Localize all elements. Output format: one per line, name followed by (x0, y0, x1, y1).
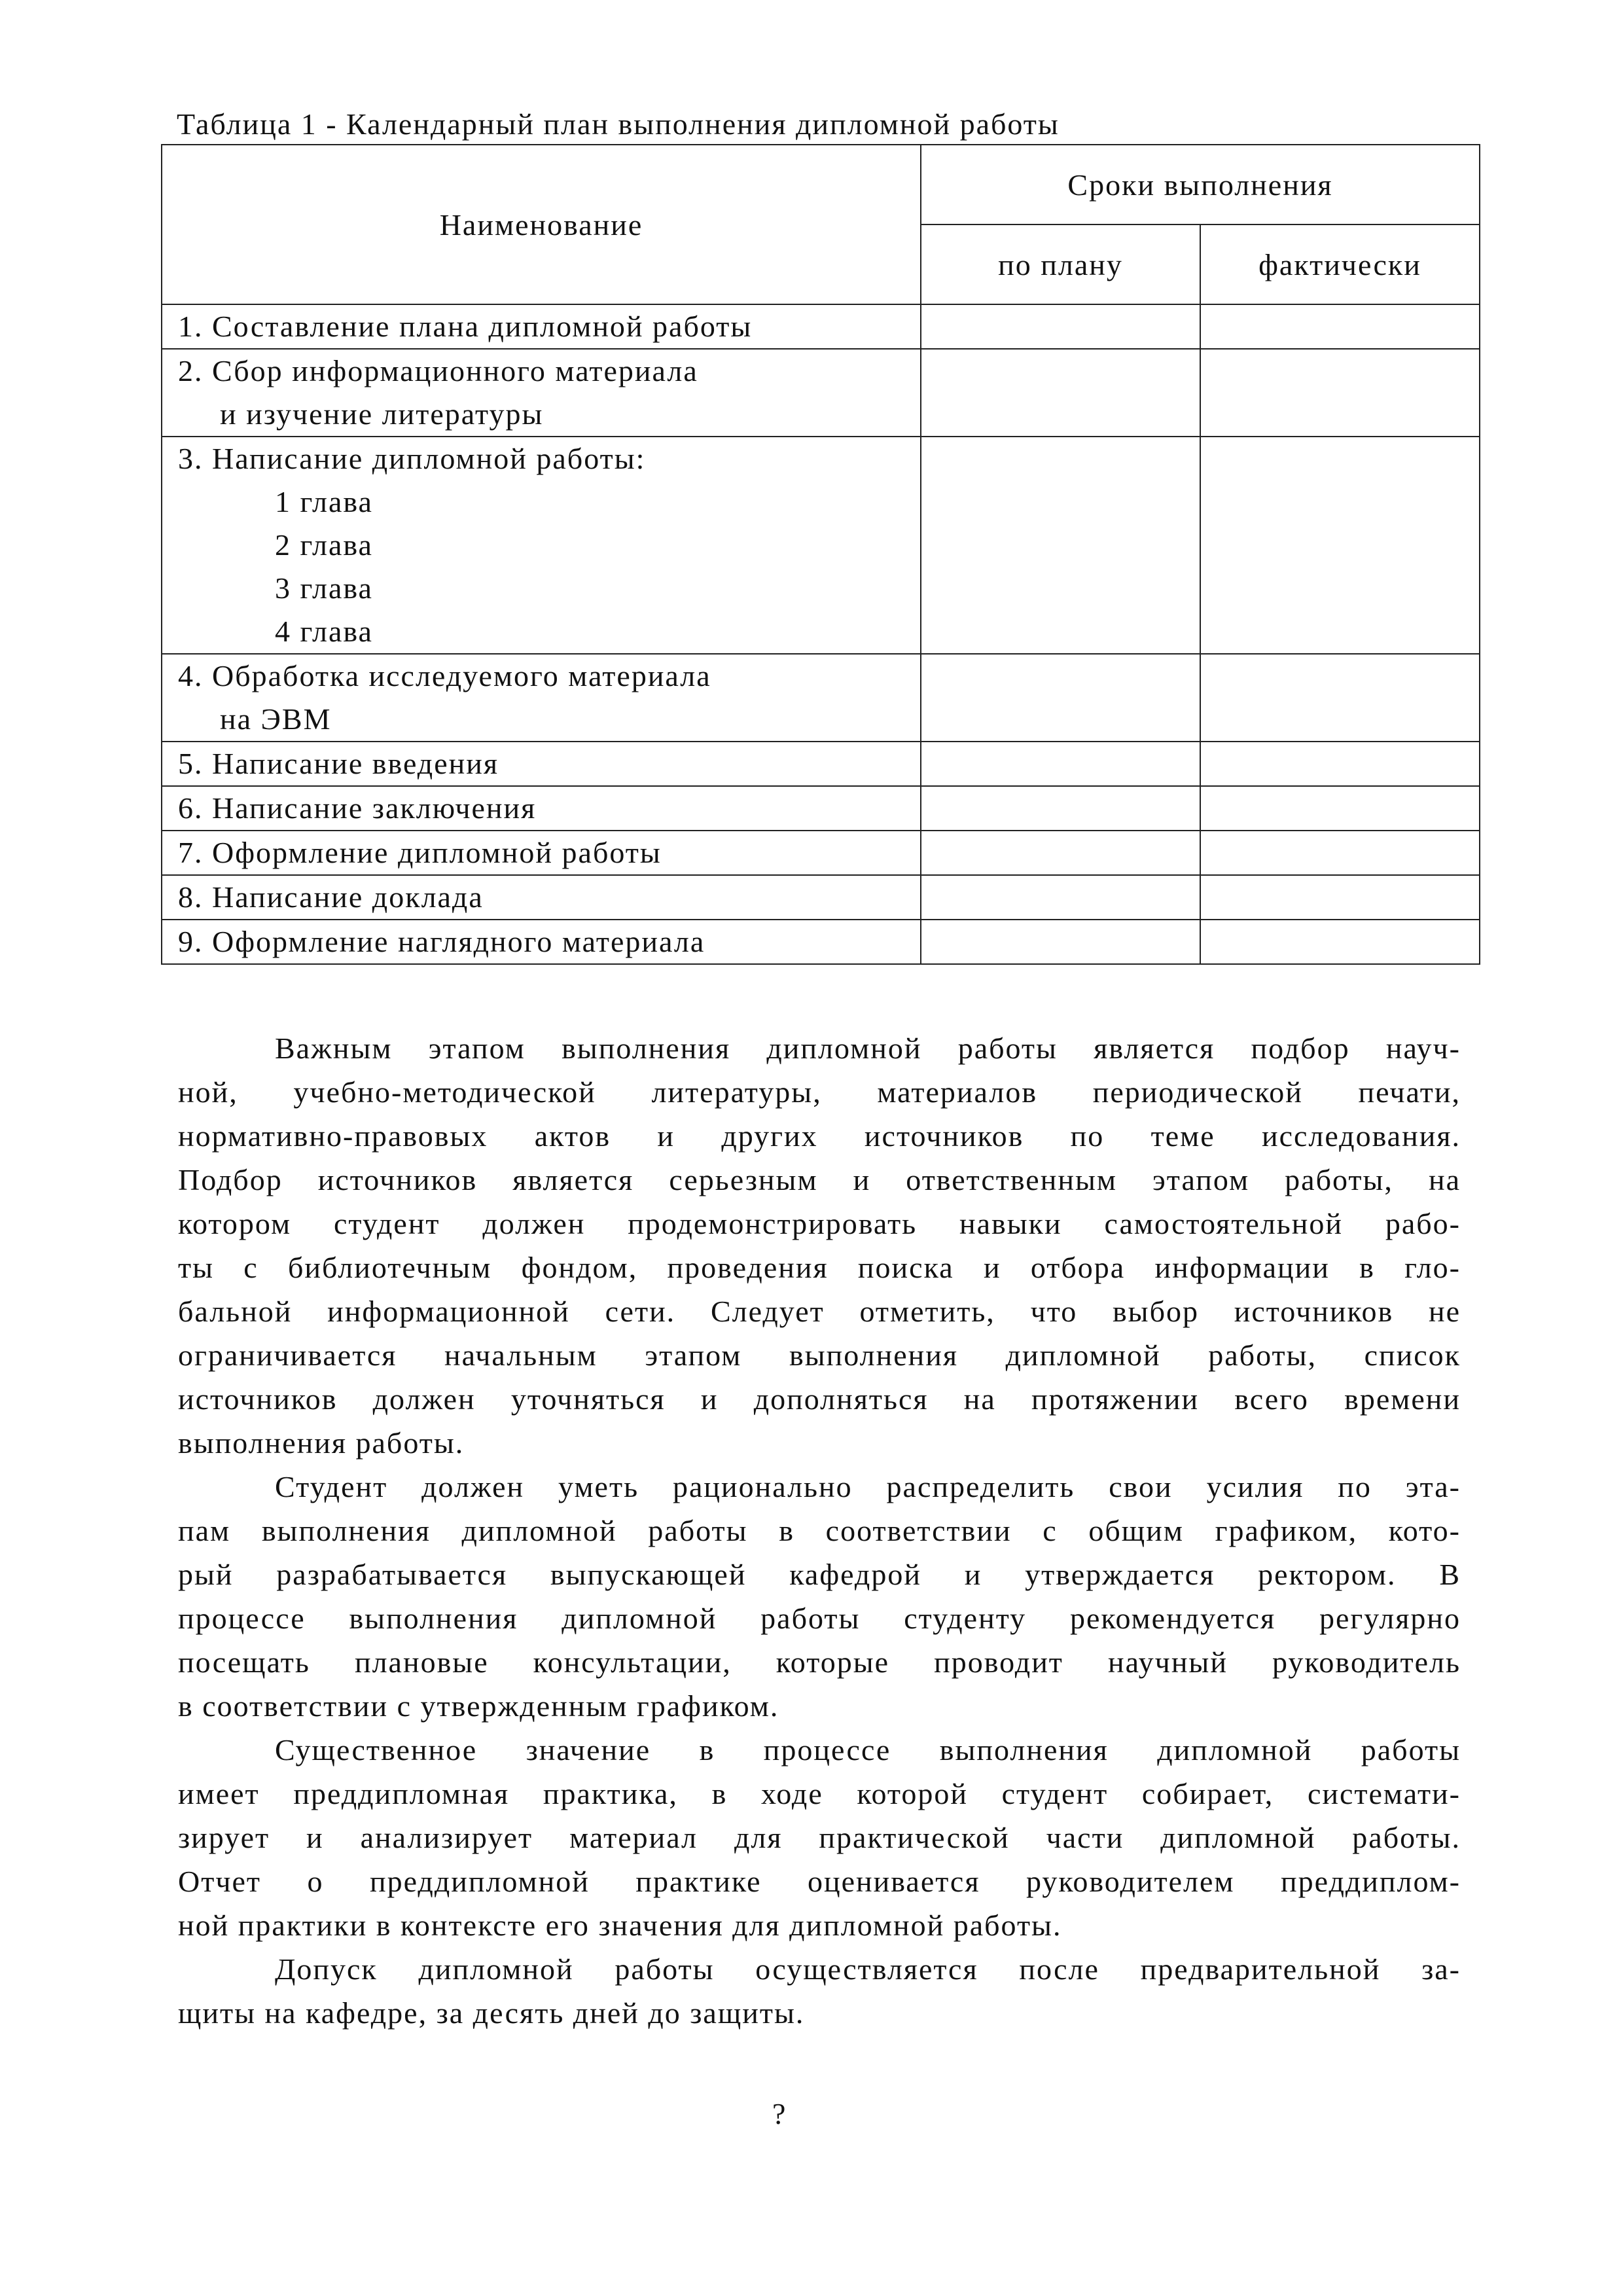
plan-cell (921, 304, 1200, 349)
actual-cell (1200, 920, 1480, 964)
row-line: 9. Оформление наглядного материала (178, 925, 705, 958)
row-line: 4. Обработка исследуемого материала (178, 659, 711, 692)
actual-cell (1200, 831, 1480, 875)
row-name-cell (162, 349, 921, 437)
actual-cell (1200, 875, 1480, 920)
table-row (162, 349, 1480, 437)
actual-cell (1200, 742, 1480, 786)
text-line: Важным этапом выполнения дипломной работы является подбор науч- (275, 1031, 1461, 1065)
row-name-cell (162, 831, 921, 875)
text-line: Подбор источников является серьезным и ответственным этапом работы, на (178, 1163, 1461, 1196)
row-name-cell (162, 304, 921, 349)
plan-cell (921, 654, 1200, 742)
text-line: Студент должен уметь рационально распределить свои усилия по эта- (275, 1470, 1461, 1503)
text-line: нормативно-правовых актов и других источников по теме исследования. (178, 1119, 1461, 1153)
text-line: посещать плановые консультации, которые проводит научный руководитель (178, 1645, 1461, 1679)
plan-cell (921, 742, 1200, 786)
actual-cell (1200, 304, 1480, 349)
table-row (162, 831, 1480, 875)
text-line: Существенное значение в процессе выполнения дипломной работы (275, 1733, 1461, 1767)
text-line: рый разрабатывается выпускающей кафедрой и утверждается ректором. В (178, 1558, 1461, 1591)
row-line: на ЭВМ (220, 702, 332, 736)
header-actual: фактически (1200, 224, 1480, 304)
row-line: 3. Написание дипломной работы: (178, 442, 646, 475)
paragraph (178, 1947, 1461, 2035)
table-header-row (162, 145, 1480, 224)
row-line: 2 глава (275, 528, 373, 562)
table-row (162, 742, 1480, 786)
plan-cell (921, 920, 1200, 964)
table-row (162, 875, 1480, 920)
row-name-cell (162, 437, 921, 654)
actual-cell (1200, 437, 1480, 654)
text-line: пам выполнения дипломной работы в соответствии с общим графиком, кото- (178, 1514, 1461, 1547)
text-line: ограничивается начальным этапом выполнения дипломной работы, список (178, 1338, 1461, 1372)
plan-cell (921, 786, 1200, 831)
table-row (162, 654, 1480, 742)
actual-cell (1200, 654, 1480, 742)
actual-cell (1200, 349, 1480, 437)
row-line: 8. Написание доклада (178, 880, 484, 914)
plan-cell (921, 875, 1200, 920)
row-line: 7. Оформление дипломной работы (178, 836, 662, 869)
plan-cell (921, 831, 1200, 875)
text-line: щиты на кафедре, за десять дней до защиты. (178, 1996, 805, 2030)
text-line: источников должен уточняться и дополняться на протяжении всего времени (178, 1382, 1461, 1416)
text-line: котором студент должен продемонстрировать навыки самостоятельной рабо- (178, 1207, 1461, 1240)
text-line: ной практики в контексте его значения для дипломной работы. (178, 1909, 1062, 1942)
row-line: 3 глава (275, 571, 373, 605)
row-line: 6. Написание заключения (178, 791, 537, 825)
text-line: Отчет о преддипломной практике оценивается руководителем преддиплом- (178, 1865, 1461, 1898)
plan-cell (921, 349, 1200, 437)
header-name: Наименование (162, 145, 921, 304)
table-row (162, 437, 1480, 654)
text-line: ной, учебно-методической литературы, материалов периодической печати, (178, 1075, 1461, 1109)
row-line: и изучение литературы (220, 397, 544, 431)
row-name-cell (162, 654, 921, 742)
paragraph (178, 1465, 1461, 1728)
paragraph (178, 1026, 1461, 1465)
actual-cell (1200, 786, 1480, 831)
text-line: бальной информационной сети. Следует отметить, что выбор источников не (178, 1295, 1461, 1328)
row-line: 5. Написание введения (178, 747, 499, 780)
table-row (162, 304, 1480, 349)
body-text (178, 1026, 1461, 2035)
text-line: выполнения работы. (178, 1426, 465, 1460)
calendar-plan-table (161, 144, 1480, 965)
row-line: 1. Составление плана дипломной работы (178, 310, 753, 343)
row-line: 1 глава (275, 485, 373, 518)
row-line: 4 глава (275, 615, 373, 648)
text-line: зирует и анализирует материал для практической части дипломной работы. (178, 1821, 1461, 1854)
header-plan: по плану (921, 224, 1200, 304)
row-name-cell (162, 920, 921, 964)
header-terms: Сроки выполнения (921, 145, 1480, 224)
page-number: ? (772, 2097, 786, 2130)
row-name-cell (162, 875, 921, 920)
text-line: в соответствии с утвержденным графиком. (178, 1689, 779, 1723)
text-line: ты с библиотечным фондом, проведения поиска и отбора информации в гло- (178, 1251, 1461, 1284)
row-line: 2. Сбор информационного материала (178, 354, 698, 387)
text-line: процессе выполнения дипломной работы студенту рекомендуется регулярно (178, 1602, 1461, 1635)
table-row (162, 786, 1480, 831)
table-caption: Таблица 1 - Календарный план выполнения дипломной работы (177, 107, 1060, 141)
paragraph (178, 1728, 1461, 1947)
text-line: Допуск дипломной работы осуществляется после предварительной за- (275, 1952, 1461, 1986)
text-line: имеет преддипломная практика, в ходе которой студент собирает, системати- (178, 1777, 1461, 1810)
plan-cell (921, 437, 1200, 654)
row-name-cell (162, 742, 921, 786)
table-row (162, 920, 1480, 964)
row-name-cell (162, 786, 921, 831)
